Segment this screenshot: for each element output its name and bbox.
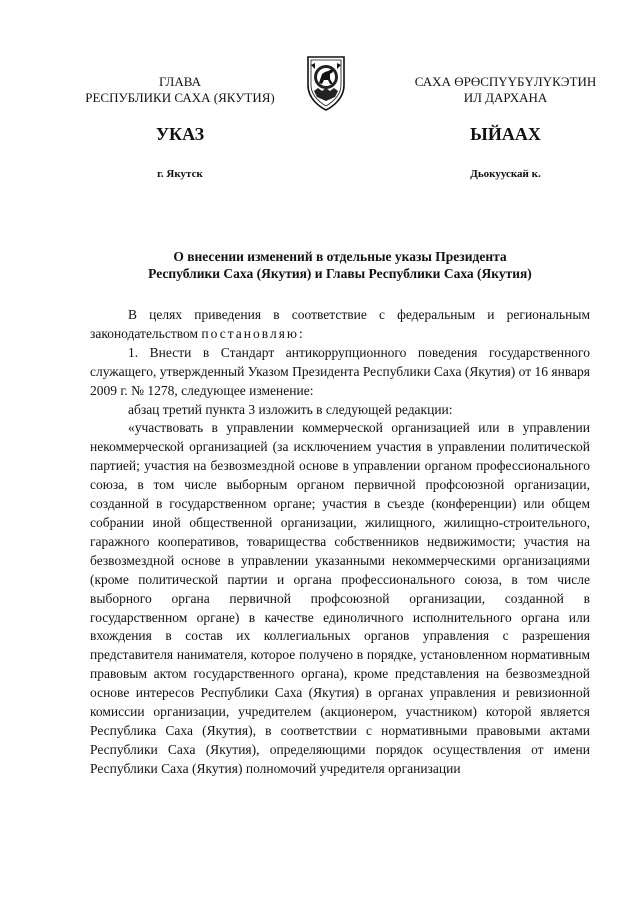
issuer-sakha: [398, 74, 613, 106]
coat-of-arms-icon: [302, 55, 350, 111]
document-title: [90, 248, 590, 282]
preamble-text: В целях приведения в соответствие с федеральным и региональным законодательством: [90, 307, 590, 341]
decree-label-sakha: ЫЙААХ: [470, 124, 541, 144]
preamble-paragraph: [90, 306, 590, 344]
city-russian: г. Якутск: [157, 168, 203, 180]
city-sakha: Дьокуускай к.: [470, 168, 541, 180]
amendment-text: «участвовать в управлении коммерческой организацией или в управлении некоммерческой организацией (за исключением участия в управлении политической партией; участия на безвозмездной основе в управлении органом профессионального союза, в том числе выборным органом первичной профсоюзной организации, созданной в государственном органе; участия в съезде (конференции) или общем собрании иной общественной организации, жилищного, жилищно-строительного, гаражного кооперативов, товарищества собственников недвижимости; участия на безвозмездной основе в управлении указанными некоммерческими организациями (кроме политической партии и органа профессионального союза, в том числе выборного органа первичной профсоюзной организации, созданной в государственном органе) в качестве единоличного исполнительного органа или вхождения в состав их коллегиальных органов управления с разрешения представителя нанимателя, которое получено в порядке, установленном нормативным правовым актом государственного органа), кроме представления на безвозмездной основе интересов Республики Саха (Якутия) в органах управления и ревизионной комиссии организации, учредителем (акционером, участником) которой является Республика Саха (Якутия), в соответствии с нормативными правовыми актами Республики Саха (Якутия), определяющими порядок осуществления от имени Республики Саха (Якутия) полномочий учредителя организации: [90, 420, 590, 776]
issuer-russian-line2: РЕСПУБЛИКИ САХА (ЯКУТИЯ): [85, 90, 275, 105]
resolution-word: постановляю: [201, 325, 299, 341]
title-line1: О внесении изменений в отдельные указы Президента: [173, 249, 507, 264]
amendment-instruction: абзац третий пункта 3 изложить в следующей редакции:: [128, 401, 453, 417]
issuer-sakha-line2: ИЛ ДАРХАНА: [463, 90, 548, 105]
issuer-russian: [85, 74, 275, 106]
issuer-russian-line1: ГЛАВА: [159, 74, 201, 89]
issuer-sakha-line1: САХА ӨРӨСПҮҮБҮЛҮКЭТИН: [414, 74, 597, 89]
decree-label-russian: УКАЗ: [155, 124, 205, 144]
item-1-paragraph: 1. Внести в Стандарт антикоррупционного поведения государственного служащего, утвержденный Указом Президента Республики Саха (Якутия) от 16 января 2009 г. № 1278, следующее изменение:: [90, 344, 590, 398]
document-body: [90, 306, 590, 779]
title-line2: Республики Саха (Якутия) и Главы Республики Саха (Якутия): [148, 266, 532, 281]
preamble-colon: :: [298, 325, 303, 341]
